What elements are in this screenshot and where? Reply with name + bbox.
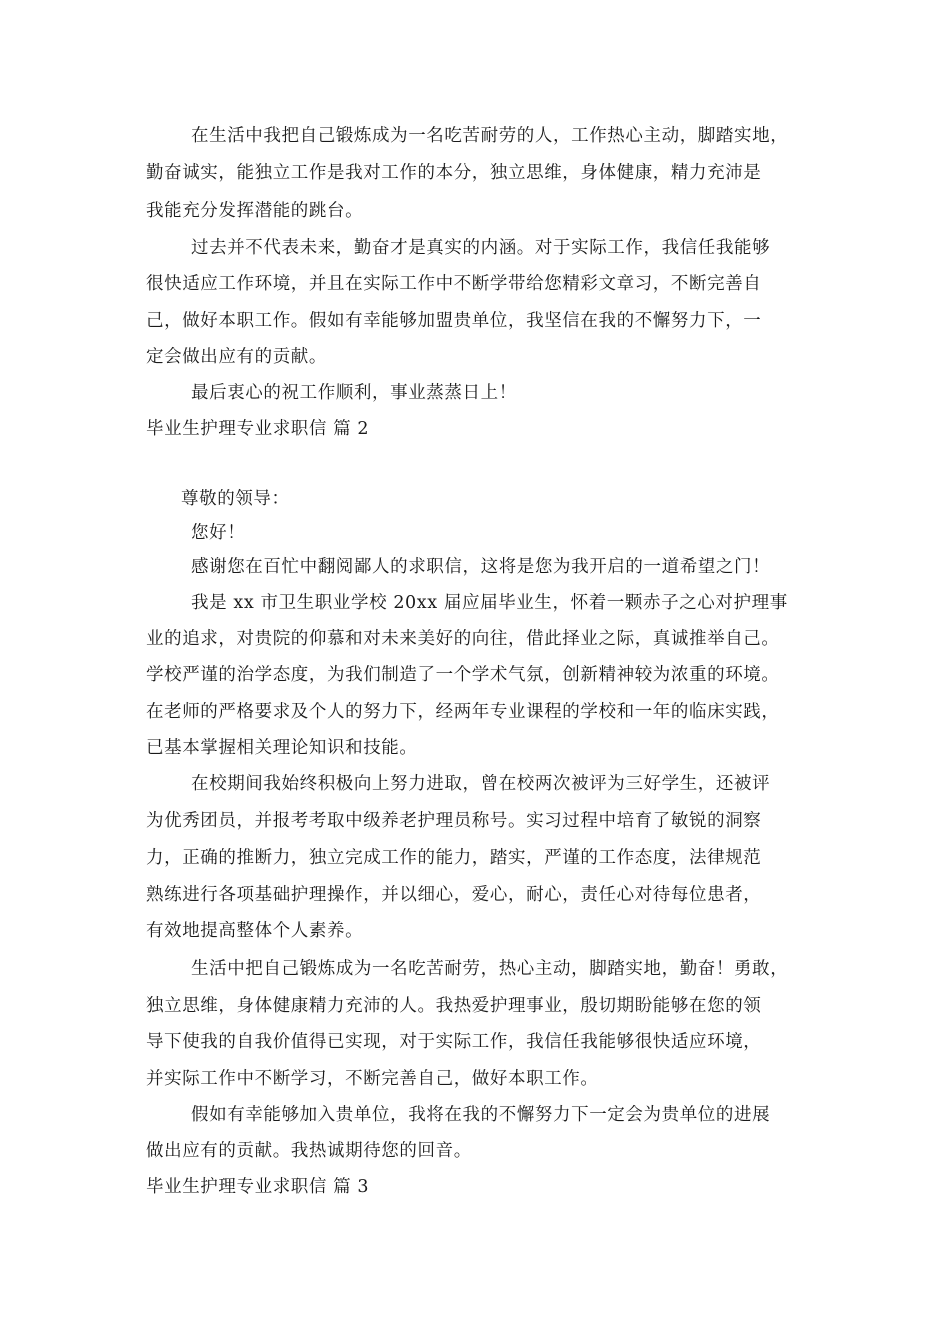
paragraph-line: 导下使我的自我价值得已实现，对于实际工作，我信任我能够很快适应环境， — [146, 1032, 762, 1052]
paragraph-line: 我能充分发挥潜能的跳台。 — [146, 201, 364, 221]
paragraph-line: 独立思维，身体健康精力充沛的人。我热爱护理事业，殷切期盼能够在您的领 — [146, 996, 762, 1016]
paragraph-line: 己，做好本职工作。假如有幸能够加盟贵单位，我坚信在我的不懈努力下，一 — [146, 311, 762, 331]
paragraph-line: 学校严谨的治学态度，为我们制造了一个学术气氛，创新精神较为浓重的环境。 — [146, 665, 780, 685]
paragraph-line: 我是 xx 市卫生职业学校 20xx 届应届毕业生，怀着一颗赤子之心对护理事 — [191, 593, 788, 613]
section-heading: 毕业生护理专业求职信 篇 3 — [146, 1177, 370, 1197]
paragraph-line: 生活中把自己锻炼成为一名吃苦耐劳，热心主动，脚踏实地，勤奋！勇敢， — [191, 959, 789, 979]
paragraph-line: 并实际工作中不断学习，不断完善自己，做好本职工作。 — [146, 1069, 599, 1089]
paragraph-line: 做出应有的贡献。我热诚期待您的回音。 — [146, 1141, 472, 1161]
paragraph-line: 感谢您在百忙中翻阅鄙人的求职信，这将是您为我开启的一道希望之门！ — [191, 557, 771, 577]
paragraph-line: 有效地提高整体个人素养。 — [146, 921, 364, 941]
paragraph-line: 过去并不代表未来，勤奋才是真实的内涵。对于实际工作，我信任我能够 — [191, 238, 771, 258]
paragraph-line: 最后衷心的祝工作顺利，事业蒸蒸日上！ — [191, 383, 517, 403]
paragraph-line: 熟练进行各项基础护理操作，并以细心，爱心，耐心，责任心对待每位患者， — [146, 885, 762, 905]
paragraph-line: 在生活中我把自己锻炼成为一名吃苦耐劳的人，工作热心主动，脚踏实地， — [191, 126, 789, 146]
paragraph-line: 定会做出应有的贡献。 — [146, 347, 327, 367]
salutation: 尊敬的领导： — [181, 489, 290, 509]
paragraph-line: 假如有幸能够加入贵单位，我将在我的不懈努力下一定会为贵单位的进展 — [191, 1105, 771, 1125]
paragraph-line: 已基本掌握相关理论知识和技能。 — [146, 738, 418, 758]
paragraph-line: 为优秀团员，并报考考取中级养老护理员称号。实习过程中培育了敏锐的洞察 — [146, 811, 762, 831]
paragraph-line: 业的追求，对贵院的仰慕和对未来美好的向往，借此择业之际，真诚推举自己。 — [146, 629, 780, 649]
paragraph-line: 勤奋诚实，能独立工作是我对工作的本分，独立思维，身体健康，精力充沛是 — [146, 163, 762, 183]
greeting: 您好！ — [191, 523, 246, 543]
paragraph-line: 很快适应工作环境，并且在实际工作中不断学带给您精彩文章习，不断完善自 — [146, 274, 762, 294]
paragraph-line: 在老师的严格要求及个人的努力下，经两年专业课程的学校和一年的临床实践， — [146, 702, 780, 722]
section-heading: 毕业生护理专业求职信 篇 2 — [146, 419, 370, 439]
paragraph-line: 力，正确的推断力，独立完成工作的能力，踏实，严谨的工作态度，法律规范 — [146, 848, 762, 868]
paragraph-line: 在校期间我始终积极向上努力进取，曾在校两次被评为三好学生，还被评 — [191, 774, 771, 794]
